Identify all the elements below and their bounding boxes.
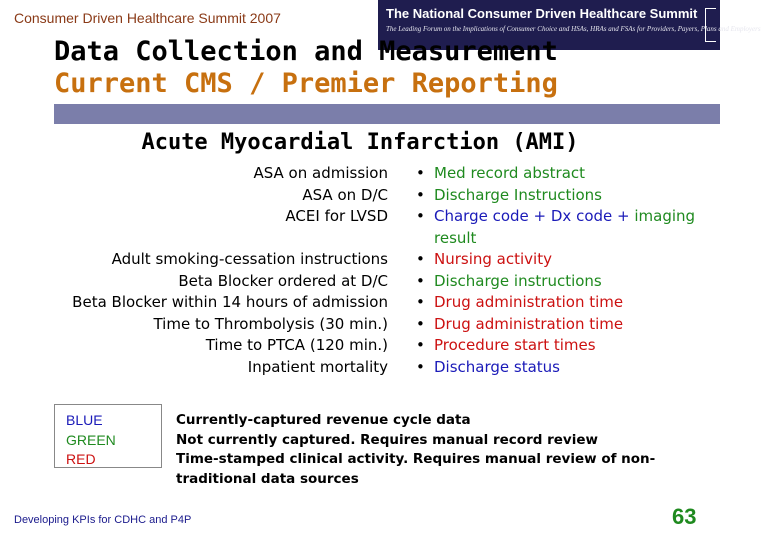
data-source-item (414, 249, 720, 271)
slide-title-line2: Current CMS / Premier Reporting (54, 68, 558, 99)
measure-item: ACEI for LVSD (285, 207, 388, 225)
data-source-text: Drug administration time (434, 314, 624, 333)
event-title: Consumer Driven Healthcare Summit 2007 (14, 10, 281, 26)
banner-tagline: The Leading Forum on the Implications of Consumer Choice and HSAs, HRAs and FSAs for Providers, Payers, Plans and Employers (386, 25, 761, 33)
bullet-icon: • (416, 250, 425, 268)
data-source-item (414, 163, 720, 185)
measure-item: Inpatient mortality (247, 357, 388, 376)
legend-desc-green: Not currently captured. Requires manual record review (176, 431, 598, 448)
data-source-item (414, 357, 720, 379)
legend-label-red: RED (66, 451, 96, 467)
data-source-text: Discharge status (434, 357, 560, 376)
legend-descriptions (176, 411, 676, 489)
legend-desc-red: Time-stamped clinical activity. Requires manual review of non-traditional data sources (176, 451, 656, 487)
page-number: 63 (672, 504, 697, 529)
legend-desc-blue: Currently-captured revenue cycle data (176, 412, 471, 428)
slide-title-line1: Data Collection and Measurement (54, 36, 558, 67)
data-source-text: Med record abstract (434, 164, 586, 182)
slide-title (54, 36, 558, 100)
slide-subtitle: Acute Myocardial Infarction (AMI) (141, 130, 579, 155)
measure-item: ASA on D/C (302, 185, 388, 204)
data-source-text: Nursing activity (434, 250, 552, 268)
legend-label-green: GREEN (66, 431, 116, 448)
data-source-item (414, 271, 720, 293)
data-source-item (414, 185, 720, 207)
measure-item: Adult smoking-cessation instructions (111, 250, 388, 268)
data-source-text: Charge code + Dx code + (434, 207, 635, 225)
measure-item: ASA on admission (253, 164, 388, 182)
measure-list (72, 163, 388, 378)
data-source-item (414, 335, 720, 357)
measure-spacer (72, 228, 388, 250)
data-source-text: imaging result (434, 207, 696, 247)
bullet-icon: • (416, 336, 425, 354)
legend-color-labels (66, 411, 116, 470)
data-source-item (414, 314, 720, 336)
legend-label-blue: BLUE (66, 412, 103, 428)
banner-logo-bracket (705, 8, 716, 42)
bullet-icon: • (416, 314, 425, 333)
title-divider-bar (54, 104, 720, 124)
data-source-text: Procedure start times (434, 336, 596, 354)
measure-item: Beta Blocker ordered at D/C (178, 271, 388, 290)
measure-item: Time to Thrombolysis (30 min.) (153, 314, 388, 333)
bullet-icon: • (416, 207, 425, 225)
data-source-text: Drug administration time (434, 293, 624, 311)
bullet-icon: • (416, 185, 425, 204)
data-source-item (414, 206, 720, 249)
bullet-icon: • (416, 164, 425, 182)
banner-title: The National Consumer Driven Healthcare Summit (386, 6, 698, 21)
measure-item: Beta Blocker within 14 hours of admission (72, 293, 388, 311)
data-source-list (414, 163, 720, 378)
measure-item: Time to PTCA (120 min.) (205, 336, 388, 354)
data-source-item (414, 292, 720, 314)
footer-text: Developing KPIs for CDHC and P4P (14, 514, 192, 526)
bullet-icon: • (416, 293, 425, 311)
bullet-icon: • (416, 357, 425, 376)
bullet-icon: • (416, 271, 425, 290)
data-source-text: Discharge Instructions (434, 185, 602, 204)
data-source-text: Discharge instructions (434, 271, 602, 290)
